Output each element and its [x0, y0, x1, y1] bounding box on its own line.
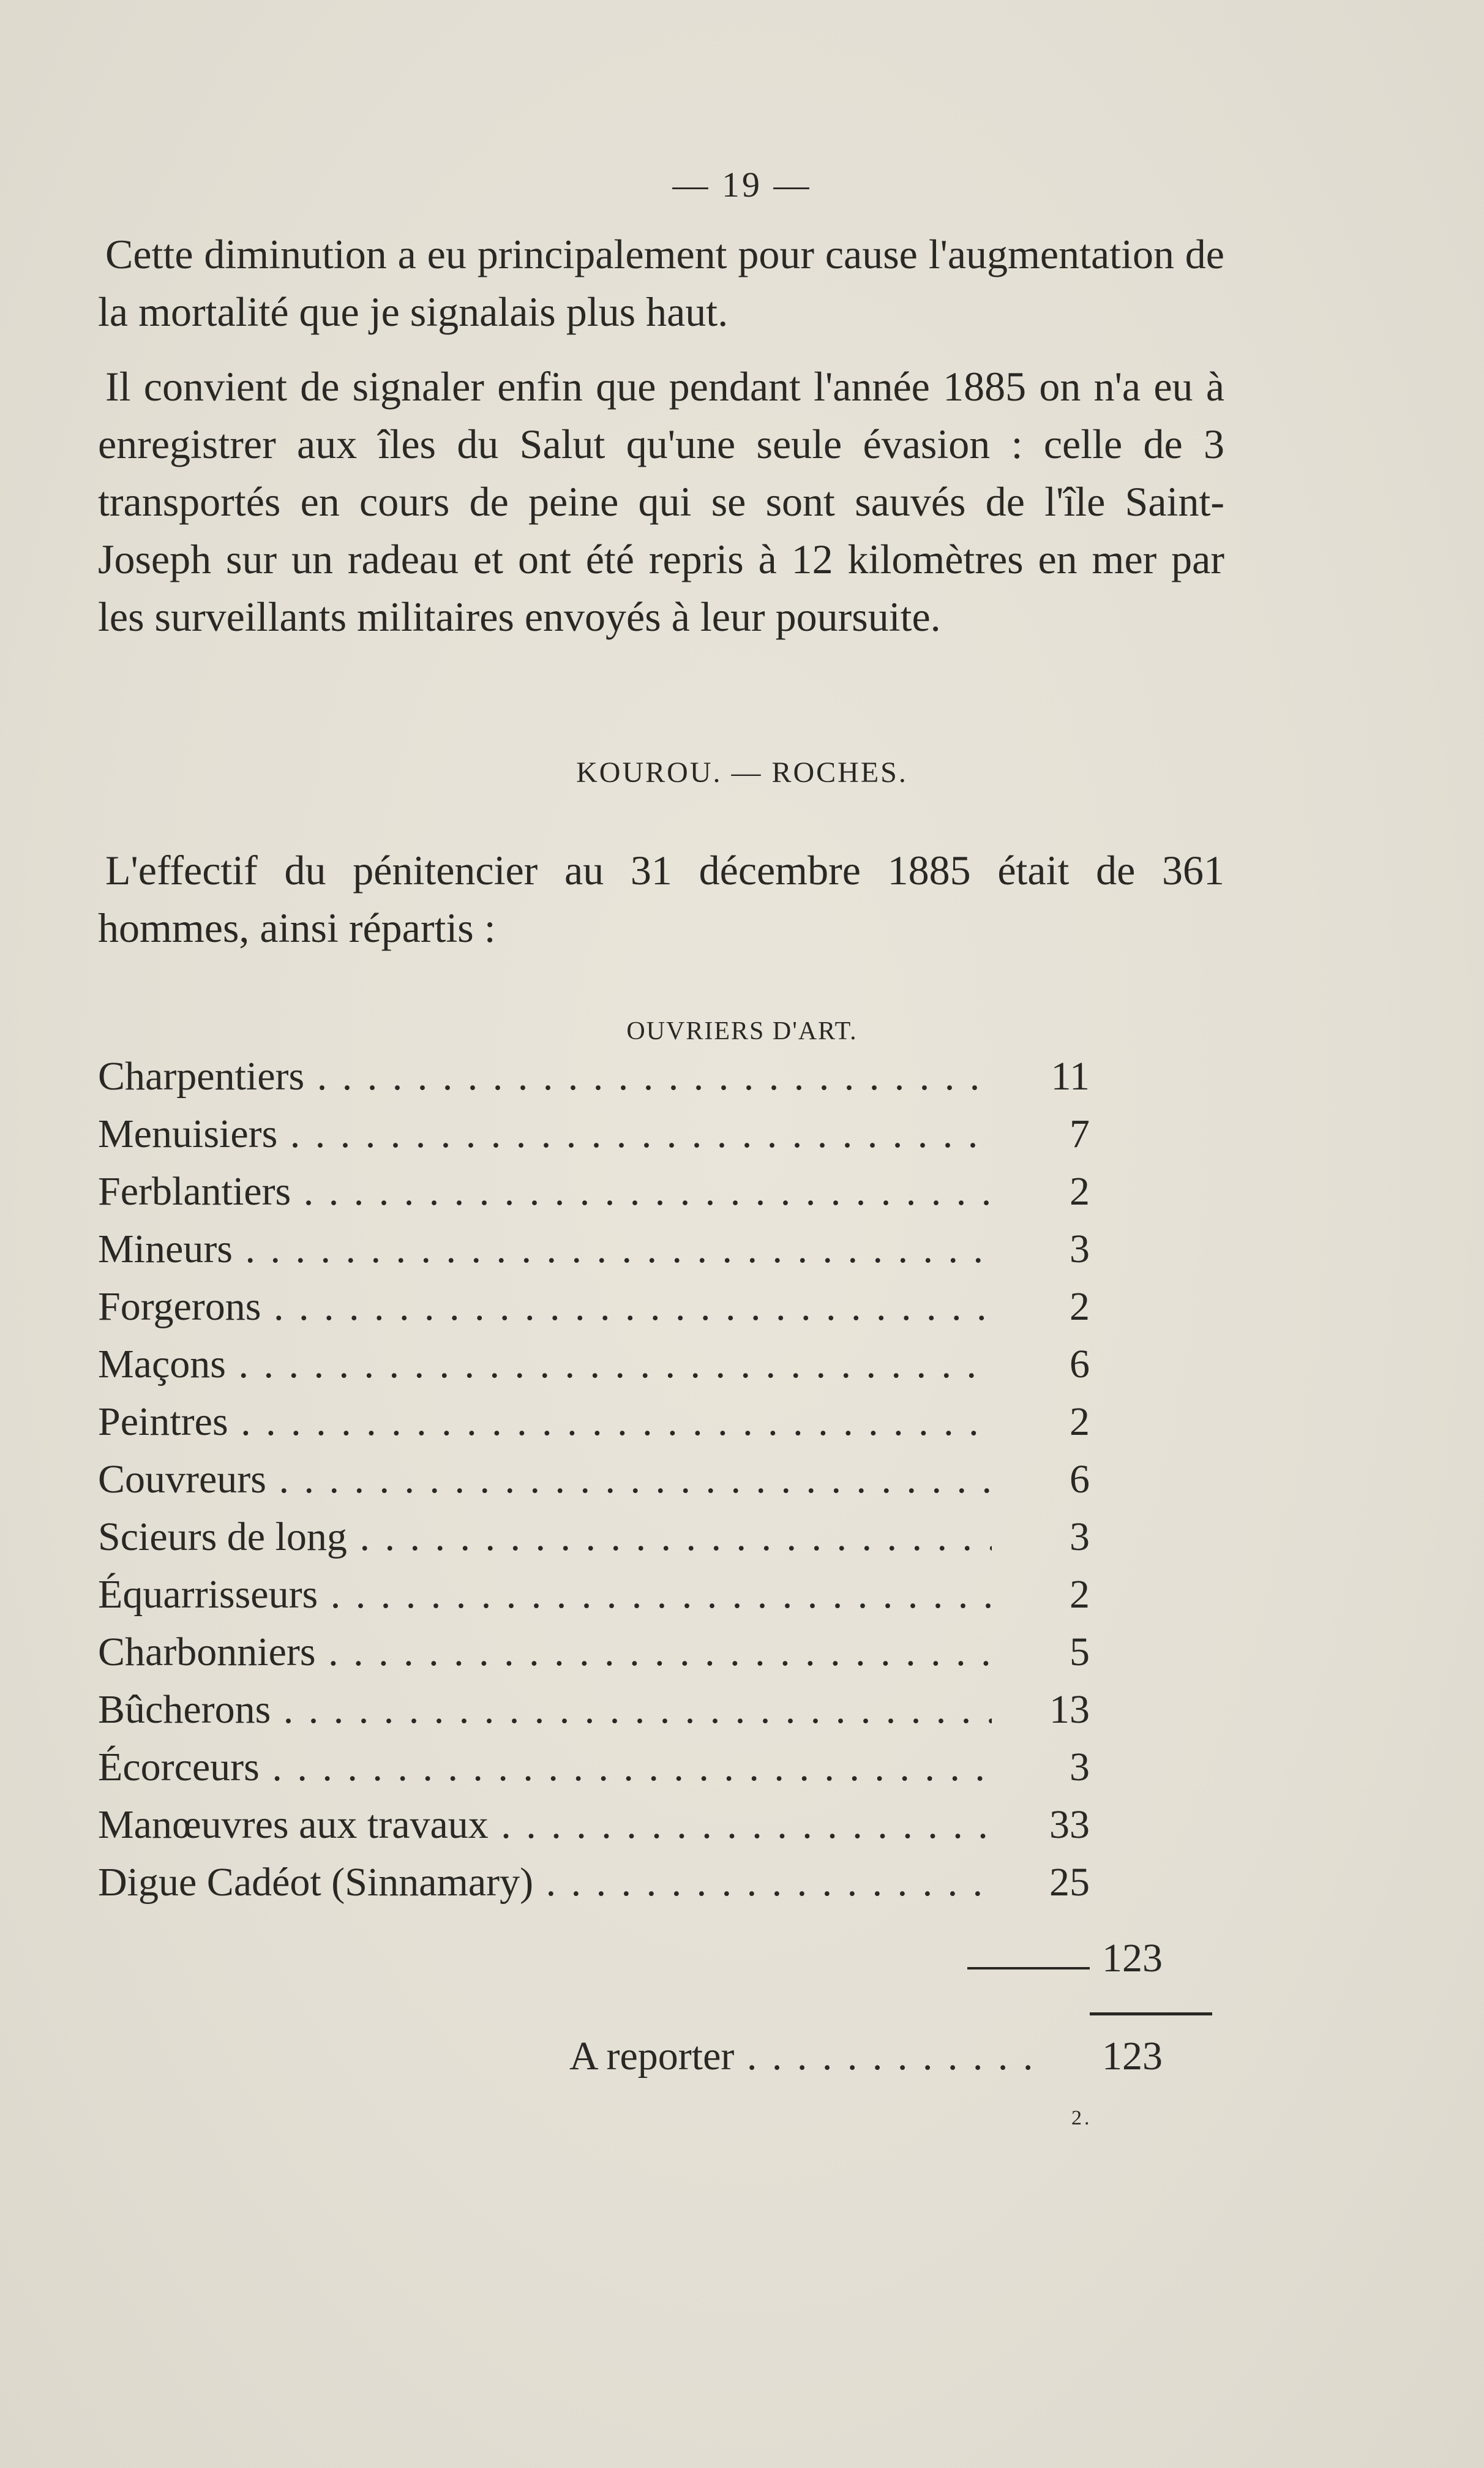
trade-label: Charbonniers . . . [98, 1629, 992, 1676]
list-item [98, 1399, 1090, 1456]
trade-count: 3 [1070, 1227, 1090, 1271]
trade-count: 3 [1070, 1514, 1090, 1559]
signature-mark: 2. [1071, 2107, 1092, 2129]
trade-label: Ferblantiers . . . [98, 1168, 992, 1215]
trade-count: 13 [1049, 1687, 1090, 1732]
subtotal-rule [967, 1967, 1090, 1970]
list-item [98, 1053, 1090, 1111]
carry-forward-label: A reporter . . . [569, 2033, 1047, 2080]
trade-label: Maçons . . . [98, 1341, 992, 1388]
list-item [98, 1341, 1090, 1399]
trade-count: 7 [1070, 1112, 1090, 1156]
list-item [98, 1629, 1090, 1687]
list-item [98, 1744, 1090, 1802]
subtotal-value: 123 [1102, 1936, 1163, 1981]
list-subheading: OUVRIERS D'ART. [626, 1017, 858, 1045]
list-item [98, 1226, 1090, 1284]
list-item [98, 1687, 1090, 1744]
carry-forward-value: 123 [1102, 2034, 1163, 2079]
list-item [98, 1456, 1090, 1514]
trade-label: Scieurs de long . . . [98, 1514, 992, 1560]
trades-list [98, 1053, 1090, 1917]
trade-label: Manœuvres aux travaux . . . [98, 1802, 992, 1848]
trade-count: 2 [1070, 1284, 1090, 1329]
trade-label: Forgerons . . . [98, 1284, 992, 1330]
trade-count: 25 [1049, 1860, 1090, 1905]
list-item [98, 1111, 1090, 1168]
trade-label: Mineurs . . . [98, 1226, 992, 1273]
trade-label: Équarrisseurs . . . [98, 1571, 992, 1618]
list-item [98, 1571, 1090, 1629]
trade-count: 5 [1070, 1630, 1090, 1674]
trade-label: Peintres . . . [98, 1399, 992, 1445]
page-number: — 19 — [672, 165, 812, 205]
trade-count: 3 [1070, 1745, 1090, 1789]
trade-label: Charpentiers . . . [98, 1053, 992, 1100]
list-item [98, 1168, 1090, 1226]
paragraph-mortality: Cette diminution a eu principalement pour cause l'augmentation de la mortalité que je signalais plus haut. [98, 231, 1224, 335]
paragraph-escape: Il convient de signaler enfin que pendant l'année 1885 on n'a eu à enregistrer aux îles du Salut qu'une seule évasion : celle de 3 transportés en cours de peine qui se sont sauvés de l'île Saint-Joseph sur un radeau et ont été repris à 12 kilomètres en mer par les surveillants militaires envoyés à leur poursuite. [98, 363, 1224, 640]
list-item [98, 1802, 1090, 1859]
total-rule [1090, 2012, 1212, 2015]
trade-count: 11 [1051, 1054, 1090, 1099]
trade-count: 6 [1070, 1342, 1090, 1386]
section-heading: KOUROU. — ROCHES. [576, 756, 908, 789]
paragraph-headcount: L'effectif du pénitencier au 31 décembre 1885 était de 361 hommes, ainsi répartis : [98, 847, 1224, 951]
list-item [98, 1284, 1090, 1341]
trade-label: Digue Cadéot (Sinnamary) . . . [98, 1859, 992, 1906]
trade-count: 2 [1070, 1399, 1090, 1444]
trade-label: Écorceurs . . . [98, 1744, 992, 1791]
trade-label: Couvreurs . . . [98, 1456, 992, 1503]
trade-label: Bûcherons . . . [98, 1687, 992, 1733]
list-item [98, 1514, 1090, 1571]
trade-count: 33 [1049, 1802, 1090, 1847]
trade-label: Menuisiers . . . [98, 1111, 992, 1157]
carry-forward-line [569, 2033, 1047, 2080]
trade-count: 6 [1070, 1457, 1090, 1502]
list-item [98, 1859, 1090, 1917]
trade-count: 2 [1070, 1169, 1090, 1214]
trade-count: 2 [1070, 1572, 1090, 1617]
